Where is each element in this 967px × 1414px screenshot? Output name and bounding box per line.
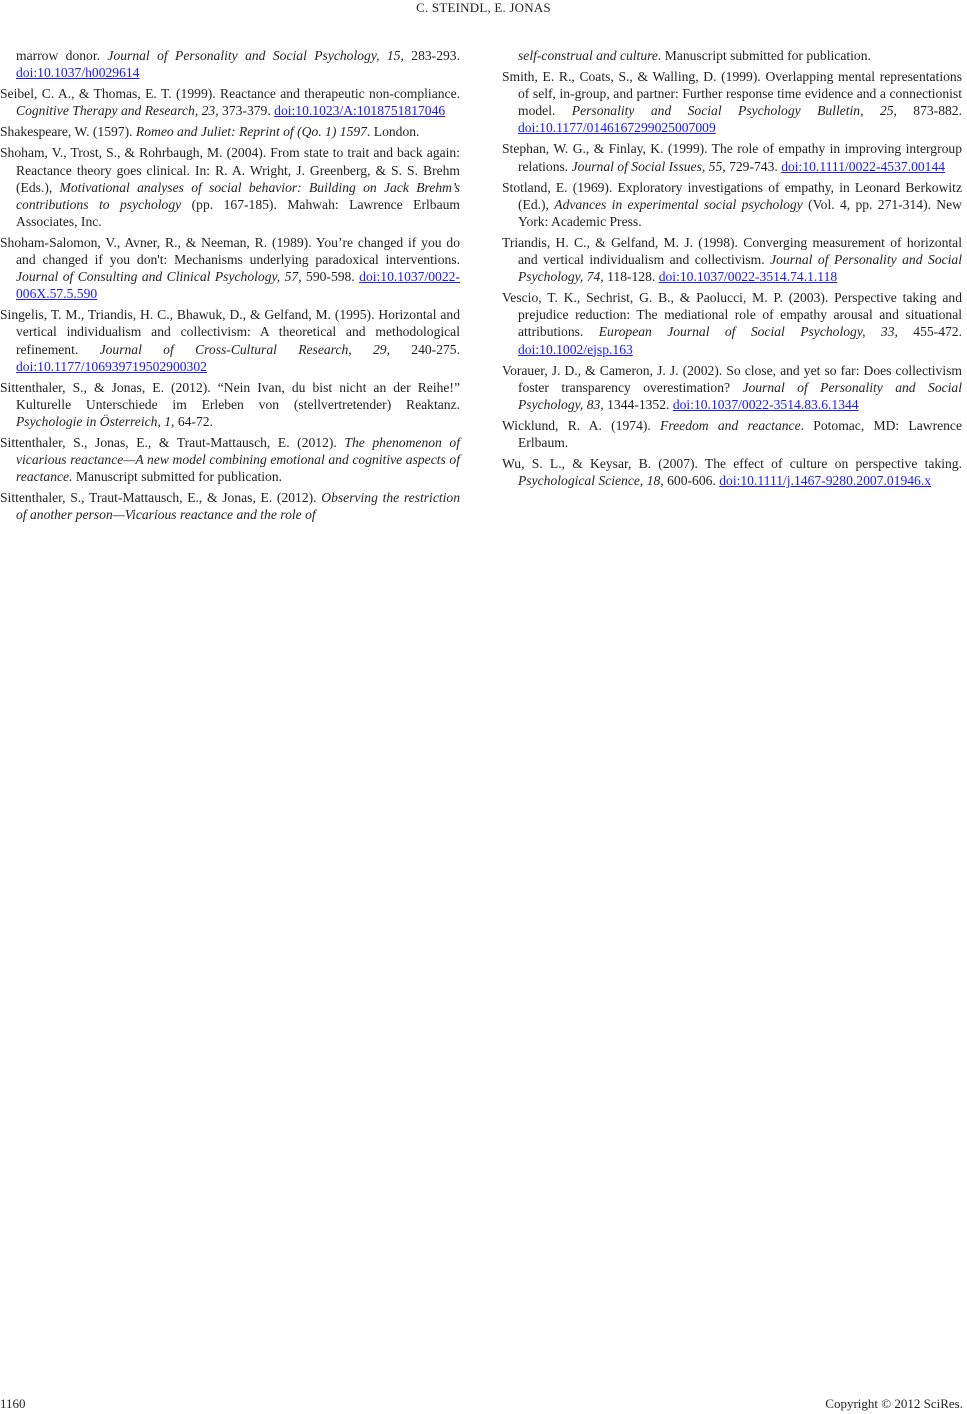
reference-entry bbox=[0, 379, 460, 430]
page-number: 1160 bbox=[0, 1396, 26, 1411]
reference-authors-text: Seibel, C. A., & Thomas, E. T. (1999). Reactance and therapeutic non-compliance. bbox=[0, 86, 460, 102]
reference-authors-text: Sittenthaler, S., Jonas, E., & Traut-Mattausch, E. (2012). bbox=[0, 434, 345, 450]
reference-doi-link[interactable]: doi:10.1111/0022-4537.00144 bbox=[781, 158, 946, 174]
left-reference-column bbox=[0, 47, 460, 527]
reference-source-title: Psychological Science, 18, bbox=[518, 473, 664, 489]
reference-authors-text: Shoham-Salomon, V., Avner, R., & Neeman, R. (1989). You’re changed if you do and changed if you don't: Mechanisms underlying paradoxical interventions. bbox=[0, 234, 460, 268]
reference-authors-text: Triandis, H. C., & Gelfand, M. J. (1998). Converging measurement of horizontal and vertical individualism and collectivism. bbox=[502, 234, 962, 268]
reference-details: (pp. 167-185). Mahwah: Lawrence Erlbaum Associates, Inc. bbox=[16, 196, 460, 229]
reference-details: . Potomac, MD: Lawrence Erlbaum. bbox=[518, 417, 963, 450]
reference-doi-link[interactable]: doi:10.1111/j.1467-9280.2007.01946.x bbox=[719, 473, 932, 489]
reference-details: 373-379. bbox=[218, 103, 275, 119]
reference-details: 64-72. bbox=[174, 413, 213, 429]
reference-authors-text: Smith, E. R., Coats, S., & Walling, D. (1999). Overlapping mental representations of self, in-group, and partner: Further response time evidence and a connectionist model. bbox=[502, 69, 962, 119]
reference-entry bbox=[0, 234, 460, 302]
reference-details: 118-128. bbox=[603, 269, 659, 285]
reference-entry bbox=[502, 68, 962, 136]
reference-authors-text: Sittenthaler, S., Traut-Mattausch, E., & Jonas, E. (2012). bbox=[0, 490, 322, 506]
reference-entry bbox=[502, 417, 962, 451]
running-header: C. STEINDL, E. JONAS bbox=[416, 0, 551, 15]
reference-entry bbox=[0, 123, 460, 140]
reference-doi-link[interactable]: doi:10.1023/A:1018751817046 bbox=[274, 103, 446, 119]
reference-authors-text: Vescio, T. K., Sechrist, G. B., & Paolucci, M. P. (2003). Perspective taking and prejudice reduction: The mediational role of empathy arousal and situational attributions. bbox=[502, 290, 962, 340]
reference-source-title: Observing the restriction of another person—Vicarious reactance and the role of bbox=[16, 490, 460, 523]
reference-authors-text: Wu, S. L., & Keysar, B. (2007). The effect of culture on perspective taking. bbox=[502, 456, 962, 472]
right-reference-column bbox=[502, 47, 962, 493]
reference-entry bbox=[502, 455, 962, 489]
reference-doi-link[interactable]: doi:10.1037/0022-006X.57.5.590 bbox=[16, 269, 460, 302]
reference-authors-text: Singelis, T. M., Triandis, H. C., Bhawuk, D., & Gelfand, M. (1995). Horizontal and vertical individualism and collectivism: A theoretical and methodological refinement. bbox=[0, 307, 460, 357]
reference-doi-link[interactable]: doi:10.1177/106939719502900302 bbox=[16, 358, 207, 374]
reference-source-title: Romeo and Juliet: Reprint of (Qo. 1) 1597 bbox=[135, 124, 367, 140]
reference-source-title: Journal of Personality and Social Psychology, 15, bbox=[107, 48, 404, 63]
reference-source-title: Personality and Social Psychology Bulletin, 25, bbox=[571, 103, 897, 119]
reference-source-title: Journal of Personality and Social Psychology, 83, bbox=[518, 379, 962, 412]
reference-authors-text: marrow donor. bbox=[16, 48, 108, 63]
reference-details: 1344-1352. bbox=[603, 396, 673, 412]
reference-details: Manuscript submitted for publication. bbox=[72, 469, 283, 485]
reference-authors-text: Wicklund, R. A. (1974). bbox=[502, 417, 661, 433]
reference-entry bbox=[502, 140, 962, 174]
reference-entry bbox=[0, 434, 460, 485]
reference-details: 283-293. bbox=[403, 48, 460, 63]
reference-entry bbox=[502, 47, 962, 64]
reference-entry bbox=[0, 306, 460, 374]
reference-details: 873-882. bbox=[896, 103, 962, 119]
reference-source-title: Psychologie in Österreich, 1, bbox=[16, 413, 175, 429]
reference-source-title: European Journal of Social Psychology, 33, bbox=[598, 324, 898, 340]
reference-entry bbox=[0, 85, 460, 119]
reference-entry bbox=[502, 234, 962, 285]
reference-entry bbox=[502, 179, 962, 230]
reference-entry bbox=[0, 47, 460, 81]
reference-source-title: Cognitive Therapy and Research, 23, bbox=[16, 103, 219, 119]
reference-doi-link[interactable]: doi:10.1037/h0029614 bbox=[16, 65, 140, 81]
reference-details: . London. bbox=[366, 124, 420, 140]
reference-source-title: Journal of Consulting and Clinical Psychology, 57, bbox=[16, 269, 302, 285]
reference-entry bbox=[0, 144, 460, 229]
reference-source-title: Motivational analyses of social behavior: Building on Jack Brehm’s contributions to psychology bbox=[16, 179, 461, 212]
reference-authors-text: Stotland, E. (1969). Exploratory investigations of empathy, in Leonard Berkowitz (Ed.), bbox=[502, 179, 962, 212]
reference-source-title: The phenomenon of vicarious reactance—A new model combining emotional and cognitive aspects of reactance. bbox=[16, 434, 460, 485]
reference-authors-text: Vorauer, J. D., & Cameron, J. J. (2002). So close, and yet so far: Does collectivism foster transparency overestimation? bbox=[502, 362, 962, 395]
reference-authors-text: Shoham, V., Trost, S., & Rohrbaugh, M. (2004). From state to trait and back again: Reactance theory goes clinical. In: R. A. Wright, J. Greenberg, & S. S. Brehm (Eds.), bbox=[0, 145, 460, 195]
copyright-notice: Copyright © 2012 SciRes. bbox=[825, 1396, 963, 1411]
reference-doi-link[interactable]: doi:10.1037/0022-3514.83.6.1344 bbox=[672, 396, 859, 412]
reference-doi-link[interactable]: doi:10.1002/ejsp.163 bbox=[518, 341, 633, 357]
reference-source-title: Freedom and reactance bbox=[660, 417, 801, 433]
reference-doi-link[interactable]: doi:10.1177/0146167299025007009 bbox=[518, 120, 716, 136]
reference-source-title: self-construal and culture. bbox=[518, 48, 662, 63]
reference-entry bbox=[502, 289, 962, 357]
reference-details: 590-598. bbox=[301, 269, 360, 285]
reference-doi-link[interactable]: doi:10.1037/0022-3514.74.1.118 bbox=[658, 269, 838, 285]
reference-details: Manuscript submitted for publication. bbox=[661, 48, 871, 63]
reference-details: (Vol. 4, pp. 271-314). New York: Academic Press. bbox=[518, 196, 962, 229]
reference-details: 240-275. bbox=[389, 341, 460, 357]
reference-authors-text: Stephan, W. G., & Finlay, K. (1999). The role of empathy in improving intergroup relations. bbox=[502, 141, 962, 174]
reference-authors-text: Shakespeare, W. (1597). bbox=[0, 124, 136, 140]
reference-source-title: Journal of Personality and Social Psychology, 74, bbox=[518, 252, 963, 285]
reference-entry bbox=[0, 489, 460, 523]
reference-source-title: Advances in experimental social psychology bbox=[554, 196, 803, 212]
reference-source-title: Journal of Cross-Cultural Research, 29, bbox=[99, 341, 390, 357]
reference-entry bbox=[502, 362, 962, 413]
reference-details: 455-472. bbox=[897, 324, 962, 340]
reference-details: 600-606. bbox=[663, 473, 720, 489]
reference-details: 729-743. bbox=[725, 158, 782, 174]
reference-authors-text: Sittenthaler, S., & Jonas, E. (2012). “Nein Ivan, du bist nicht an der Reihe!” Kulturelle Unterschiede im Erleben von (stellvertretender) Reaktanz. bbox=[0, 379, 460, 412]
reference-source-title: Journal of Social Issues, 55, bbox=[571, 158, 726, 174]
